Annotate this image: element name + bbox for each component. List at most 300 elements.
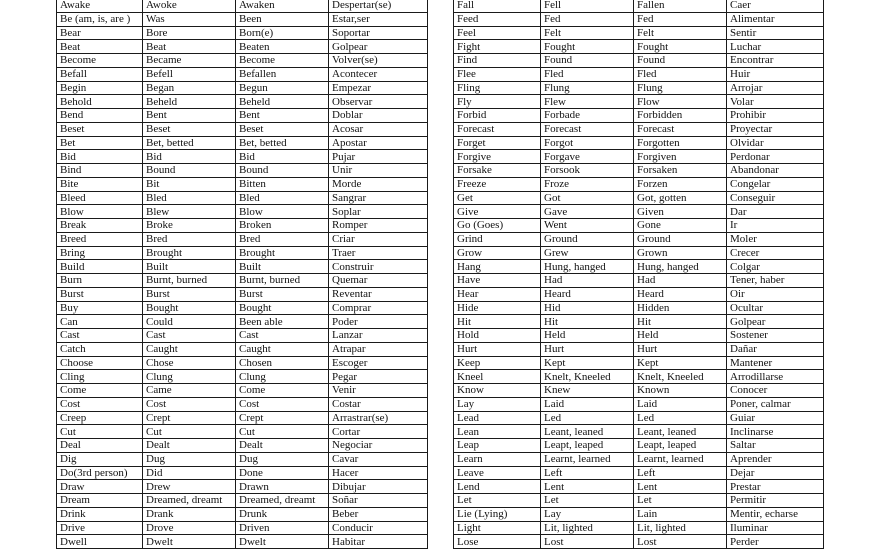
past-simple-cell: Hid — [541, 301, 634, 315]
past-participle-cell: Befallen — [236, 67, 329, 81]
past-participle-cell: Gone — [634, 219, 727, 233]
past-participle-cell: Hidden — [634, 301, 727, 315]
past-simple-cell: Fought — [541, 40, 634, 54]
table-row — [57, 109, 428, 123]
past-participle-cell: Done — [236, 466, 329, 480]
spanish-meaning-cell: Sentir — [727, 26, 824, 40]
infinitive-cell: Drive — [57, 521, 143, 535]
infinitive-cell: Give — [454, 205, 541, 219]
past-simple-cell: Blew — [143, 205, 236, 219]
spanish-meaning-cell: Criar — [329, 232, 428, 246]
past-participle-cell: Laid — [634, 397, 727, 411]
infinitive-cell: Freeze — [454, 177, 541, 191]
infinitive-cell: Leap — [454, 439, 541, 453]
spanish-meaning-cell: Aprender — [727, 452, 824, 466]
table-row — [454, 342, 824, 356]
past-participle-cell: Heard — [634, 287, 727, 301]
spanish-meaning-cell: Saltar — [727, 439, 824, 453]
past-simple-cell: Cost — [143, 397, 236, 411]
spanish-meaning-cell: Crecer — [727, 246, 824, 260]
infinitive-cell: Can — [57, 315, 143, 329]
spanish-meaning-cell: Colgar — [727, 260, 824, 274]
past-participle-cell: Fought — [634, 40, 727, 54]
past-participle-cell: Forecast — [634, 122, 727, 136]
spanish-meaning-cell: Dejar — [727, 466, 824, 480]
past-simple-cell: Bled — [143, 191, 236, 205]
infinitive-cell: Bet — [57, 136, 143, 150]
past-participle-cell: Cost — [236, 397, 329, 411]
infinitive-cell: Fling — [454, 81, 541, 95]
past-simple-cell: Was — [143, 12, 236, 26]
spanish-meaning-cell: Lanzar — [329, 329, 428, 343]
past-simple-cell: Came — [143, 384, 236, 398]
past-simple-cell: Fell — [541, 0, 634, 12]
table-row — [454, 521, 824, 535]
table-row — [454, 12, 824, 26]
table-row — [57, 356, 428, 370]
infinitive-cell: Hear — [454, 287, 541, 301]
past-participle-cell: Dreamed, dreamt — [236, 494, 329, 508]
past-participle-cell: Known — [634, 384, 727, 398]
past-simple-cell: Bore — [143, 26, 236, 40]
table-row — [57, 452, 428, 466]
spanish-meaning-cell: Hacer — [329, 466, 428, 480]
table-row — [57, 342, 428, 356]
spanish-meaning-cell: Olvidar — [727, 136, 824, 150]
infinitive-cell: Hide — [454, 301, 541, 315]
past-participle-cell: Fled — [634, 67, 727, 81]
table-row — [57, 12, 428, 26]
past-simple-cell: Chose — [143, 356, 236, 370]
past-participle-cell: Hit — [634, 315, 727, 329]
past-simple-cell: Bred — [143, 232, 236, 246]
past-participle-cell: Leapt, leaped — [634, 439, 727, 453]
irregular-verbs-table-right — [453, 0, 824, 549]
table-row — [57, 81, 428, 95]
table-row — [57, 287, 428, 301]
past-simple-cell: Lent — [541, 480, 634, 494]
infinitive-cell: Bear — [57, 26, 143, 40]
past-simple-cell: Dreamed, dreamt — [143, 494, 236, 508]
table-row — [454, 136, 824, 150]
past-simple-cell: Beset — [143, 122, 236, 136]
past-participle-cell: Held — [634, 329, 727, 343]
spanish-meaning-cell: Estar,ser — [329, 12, 428, 26]
past-participle-cell: Bled — [236, 191, 329, 205]
infinitive-cell: Become — [57, 54, 143, 68]
table-row — [454, 329, 824, 343]
table-row — [57, 370, 428, 384]
infinitive-cell: Lead — [454, 411, 541, 425]
infinitive-cell: Leave — [454, 466, 541, 480]
past-participle-cell: Clung — [236, 370, 329, 384]
infinitive-cell: Behold — [57, 95, 143, 109]
past-simple-cell: Bit — [143, 177, 236, 191]
infinitive-cell: Befall — [57, 67, 143, 81]
past-participle-cell: Cut — [236, 425, 329, 439]
past-simple-cell: Brought — [143, 246, 236, 260]
past-participle-cell: Bred — [236, 232, 329, 246]
past-simple-cell: Cut — [143, 425, 236, 439]
infinitive-cell: Forbid — [454, 109, 541, 123]
spanish-meaning-cell: Cavar — [329, 452, 428, 466]
spanish-meaning-cell: Volar — [727, 95, 824, 109]
infinitive-cell: Cut — [57, 425, 143, 439]
past-participle-cell: Bought — [236, 301, 329, 315]
infinitive-cell: Cling — [57, 370, 143, 384]
infinitive-cell: Have — [454, 274, 541, 288]
past-participle-cell: Felt — [634, 26, 727, 40]
past-simple-cell: Became — [143, 54, 236, 68]
spanish-meaning-cell: Empezar — [329, 81, 428, 95]
past-simple-cell: Lost — [541, 535, 634, 549]
past-simple-cell: Kept — [541, 356, 634, 370]
past-participle-cell: Grown — [634, 246, 727, 260]
infinitive-cell: Breed — [57, 232, 143, 246]
past-participle-cell: Driven — [236, 521, 329, 535]
infinitive-cell: Cast — [57, 329, 143, 343]
infinitive-cell: Hit — [454, 315, 541, 329]
past-simple-cell: Drew — [143, 480, 236, 494]
spanish-meaning-cell: Acosar — [329, 122, 428, 136]
table-row — [454, 370, 824, 384]
past-simple-cell: Cast — [143, 329, 236, 343]
table-row — [57, 205, 428, 219]
infinitive-cell: Blow — [57, 205, 143, 219]
table-row — [454, 95, 824, 109]
infinitive-cell: Hurt — [454, 342, 541, 356]
past-simple-cell: Let — [541, 494, 634, 508]
spanish-meaning-cell: Despertar(se) — [329, 0, 428, 12]
spanish-meaning-cell: Alimentar — [727, 12, 824, 26]
past-participle-cell: Bound — [236, 164, 329, 178]
spanish-meaning-cell: Sostener — [727, 329, 824, 343]
infinitive-cell: Come — [57, 384, 143, 398]
infinitive-cell: Draw — [57, 480, 143, 494]
past-simple-cell: Lit, lighted — [541, 521, 634, 535]
table-row — [454, 246, 824, 260]
table-row — [454, 411, 824, 425]
past-participle-cell: Chosen — [236, 356, 329, 370]
spanish-meaning-cell: Doblar — [329, 109, 428, 123]
past-participle-cell: Beaten — [236, 40, 329, 54]
infinitive-cell: Burn — [57, 274, 143, 288]
spanish-meaning-cell: Habitar — [329, 535, 428, 549]
past-participle-cell: Leant, leaned — [634, 425, 727, 439]
infinitive-cell: Fight — [454, 40, 541, 54]
table-row — [454, 26, 824, 40]
spanish-meaning-cell: Dar — [727, 205, 824, 219]
past-participle-cell: Begun — [236, 81, 329, 95]
past-participle-cell: Been — [236, 12, 329, 26]
past-simple-cell: Forgot — [541, 136, 634, 150]
infinitive-cell: Be (am, is, are ) — [57, 12, 143, 26]
table-row — [454, 40, 824, 54]
past-participle-cell: Forgotten — [634, 136, 727, 150]
past-simple-cell: Caught — [143, 342, 236, 356]
past-simple-cell: Clung — [143, 370, 236, 384]
table-row — [57, 164, 428, 178]
past-simple-cell: Awoke — [143, 0, 236, 12]
infinitive-cell: Grind — [454, 232, 541, 246]
past-simple-cell: Leant, leaned — [541, 425, 634, 439]
past-simple-cell: Led — [541, 411, 634, 425]
infinitive-cell: Fall — [454, 0, 541, 12]
table-row — [454, 122, 824, 136]
spanish-meaning-cell: Prestar — [727, 480, 824, 494]
table-row — [454, 232, 824, 246]
past-simple-cell: Fled — [541, 67, 634, 81]
past-simple-cell: Laid — [541, 397, 634, 411]
spanish-meaning-cell: Beber — [329, 507, 428, 521]
table-row — [454, 480, 824, 494]
past-simple-cell: Bound — [143, 164, 236, 178]
spanish-meaning-cell: Volver(se) — [329, 54, 428, 68]
table-row — [454, 150, 824, 164]
spanish-meaning-cell: Observar — [329, 95, 428, 109]
spanish-meaning-cell: Golpear — [329, 40, 428, 54]
table-row — [57, 40, 428, 54]
past-participle-cell: Given — [634, 205, 727, 219]
past-simple-cell: Beheld — [143, 95, 236, 109]
past-simple-cell: Bet, betted — [143, 136, 236, 150]
spanish-meaning-cell: Dibujar — [329, 480, 428, 494]
past-participle-cell: Fed — [634, 12, 727, 26]
infinitive-cell: Choose — [57, 356, 143, 370]
irregular-verbs-table-left — [56, 0, 428, 549]
infinitive-cell: Let — [454, 494, 541, 508]
spanish-meaning-cell: Romper — [329, 219, 428, 233]
table-row — [57, 67, 428, 81]
past-simple-cell: Forbade — [541, 109, 634, 123]
past-participle-cell: Beheld — [236, 95, 329, 109]
spanish-meaning-cell: Ocultar — [727, 301, 824, 315]
past-simple-cell: Befell — [143, 67, 236, 81]
table-row — [454, 274, 824, 288]
spanish-meaning-cell: Soñar — [329, 494, 428, 508]
infinitive-cell: Dig — [57, 452, 143, 466]
past-participle-cell: Bent — [236, 109, 329, 123]
table-row — [57, 219, 428, 233]
past-participle-cell: Blow — [236, 205, 329, 219]
past-participle-cell: Come — [236, 384, 329, 398]
table-row — [57, 439, 428, 453]
infinitive-cell: Find — [454, 54, 541, 68]
spanish-meaning-cell: Apostar — [329, 136, 428, 150]
table-row — [57, 535, 428, 549]
infinitive-cell: Buy — [57, 301, 143, 315]
spanish-meaning-cell: Arrojar — [727, 81, 824, 95]
past-participle-cell: Fallen — [634, 0, 727, 12]
past-simple-cell: Felt — [541, 26, 634, 40]
table-row — [57, 150, 428, 164]
spanish-meaning-cell: Poder — [329, 315, 428, 329]
past-participle-cell: Forgiven — [634, 150, 727, 164]
past-simple-cell: Ground — [541, 232, 634, 246]
table-row — [454, 301, 824, 315]
table-row — [57, 26, 428, 40]
spanish-meaning-cell: Atrapar — [329, 342, 428, 356]
past-simple-cell: Knelt, Kneeled — [541, 370, 634, 384]
spanish-meaning-cell: Unir — [329, 164, 428, 178]
past-simple-cell: Gave — [541, 205, 634, 219]
past-simple-cell: Went — [541, 219, 634, 233]
infinitive-cell: Bring — [57, 246, 143, 260]
spanish-meaning-cell: Prohibir — [727, 109, 824, 123]
past-participle-cell: Beset — [236, 122, 329, 136]
table-row — [57, 260, 428, 274]
past-participle-cell: Forbidden — [634, 109, 727, 123]
past-simple-cell: Crept — [143, 411, 236, 425]
past-simple-cell: Dug — [143, 452, 236, 466]
past-participle-cell: Found — [634, 54, 727, 68]
past-participle-cell: Lent — [634, 480, 727, 494]
spanish-meaning-cell: Inclinarse — [727, 425, 824, 439]
table-row — [454, 466, 824, 480]
table-body — [57, 0, 428, 549]
table-row — [454, 205, 824, 219]
spanish-meaning-cell: Encontrar — [727, 54, 824, 68]
table-row — [454, 81, 824, 95]
past-simple-cell: Had — [541, 274, 634, 288]
past-participle-cell: Bitten — [236, 177, 329, 191]
past-participle-cell: Dealt — [236, 439, 329, 453]
table-row — [454, 494, 824, 508]
infinitive-cell: Dream — [57, 494, 143, 508]
table-row — [454, 452, 824, 466]
spanish-meaning-cell: Moler — [727, 232, 824, 246]
table-row — [57, 315, 428, 329]
table-row — [57, 507, 428, 521]
infinitive-cell: Beset — [57, 122, 143, 136]
spanish-meaning-cell: Conocer — [727, 384, 824, 398]
past-simple-cell: Burst — [143, 287, 236, 301]
infinitive-cell: Build — [57, 260, 143, 274]
past-participle-cell: Kept — [634, 356, 727, 370]
table-row — [454, 397, 824, 411]
infinitive-cell: Drink — [57, 507, 143, 521]
spanish-meaning-cell: Morde — [329, 177, 428, 191]
spanish-meaning-cell: Conducir — [329, 521, 428, 535]
spanish-meaning-cell: Permitir — [727, 494, 824, 508]
infinitive-cell: Lean — [454, 425, 541, 439]
infinitive-cell: Kneel — [454, 370, 541, 384]
past-simple-cell: Flew — [541, 95, 634, 109]
table-row — [454, 191, 824, 205]
past-simple-cell: Forsook — [541, 164, 634, 178]
table-row — [454, 109, 824, 123]
past-simple-cell: Fed — [541, 12, 634, 26]
table-row — [57, 329, 428, 343]
past-participle-cell: Ground — [634, 232, 727, 246]
infinitive-cell: Lay — [454, 397, 541, 411]
past-participle-cell: Forsaken — [634, 164, 727, 178]
infinitive-cell: Awake — [57, 0, 143, 12]
past-participle-cell: Built — [236, 260, 329, 274]
infinitive-cell: Hold — [454, 329, 541, 343]
past-participle-cell: Crept — [236, 411, 329, 425]
past-simple-cell: Forecast — [541, 122, 634, 136]
table-row — [57, 425, 428, 439]
table-row — [454, 0, 824, 12]
infinitive-cell: Bind — [57, 164, 143, 178]
spanish-meaning-cell: Construir — [329, 260, 428, 274]
past-simple-cell: Drove — [143, 521, 236, 535]
past-simple-cell: Hit — [541, 315, 634, 329]
table-row — [57, 411, 428, 425]
spanish-meaning-cell: Dañar — [727, 342, 824, 356]
table-row — [454, 260, 824, 274]
past-simple-cell: Bent — [143, 109, 236, 123]
past-participle-cell: Bet, betted — [236, 136, 329, 150]
table-row — [57, 54, 428, 68]
past-simple-cell: Beat — [143, 40, 236, 54]
spanish-meaning-cell: Mantener — [727, 356, 824, 370]
spanish-meaning-cell: Guiar — [727, 411, 824, 425]
infinitive-cell: Bite — [57, 177, 143, 191]
past-participle-cell: Born(e) — [236, 26, 329, 40]
spanish-meaning-cell: Arrastrar(se) — [329, 411, 428, 425]
table-row — [454, 425, 824, 439]
past-participle-cell: Caught — [236, 342, 329, 356]
table-row — [454, 164, 824, 178]
infinitive-cell: Learn — [454, 452, 541, 466]
spanish-meaning-cell: Arrodillarse — [727, 370, 824, 384]
table-row — [57, 466, 428, 480]
past-simple-cell: Began — [143, 81, 236, 95]
infinitive-cell: Lie (Lying) — [454, 507, 541, 521]
spanish-meaning-cell: Tener, haber — [727, 274, 824, 288]
past-participle-cell: Led — [634, 411, 727, 425]
spanish-meaning-cell: Oir — [727, 287, 824, 301]
spanish-meaning-cell: Poner, calmar — [727, 397, 824, 411]
table-row — [57, 384, 428, 398]
infinitive-cell: Break — [57, 219, 143, 233]
past-participle-cell: Flow — [634, 95, 727, 109]
past-participle-cell: Let — [634, 494, 727, 508]
past-simple-cell: Found — [541, 54, 634, 68]
past-participle-cell: Become — [236, 54, 329, 68]
spanish-meaning-cell: Pujar — [329, 150, 428, 164]
spanish-meaning-cell: Abandonar — [727, 164, 824, 178]
table-row — [454, 356, 824, 370]
infinitive-cell: Get — [454, 191, 541, 205]
past-simple-cell: Leapt, leaped — [541, 439, 634, 453]
infinitive-cell: Hang — [454, 260, 541, 274]
infinitive-cell: Keep — [454, 356, 541, 370]
past-simple-cell: Froze — [541, 177, 634, 191]
table-row — [57, 494, 428, 508]
past-simple-cell: Knew — [541, 384, 634, 398]
past-participle-cell: Lain — [634, 507, 727, 521]
table-row — [57, 274, 428, 288]
infinitive-cell: Flee — [454, 67, 541, 81]
infinitive-cell: Deal — [57, 439, 143, 453]
past-participle-cell: Drunk — [236, 507, 329, 521]
table-row — [57, 177, 428, 191]
infinitive-cell: Bend — [57, 109, 143, 123]
past-simple-cell: Could — [143, 315, 236, 329]
infinitive-cell: Beat — [57, 40, 143, 54]
table-row — [454, 384, 824, 398]
past-simple-cell: Held — [541, 329, 634, 343]
infinitive-cell: Do(3rd person) — [57, 466, 143, 480]
table-body — [454, 0, 824, 549]
table-row — [454, 315, 824, 329]
table-row — [57, 95, 428, 109]
table-row — [57, 301, 428, 315]
spanish-meaning-cell: Iluminar — [727, 521, 824, 535]
